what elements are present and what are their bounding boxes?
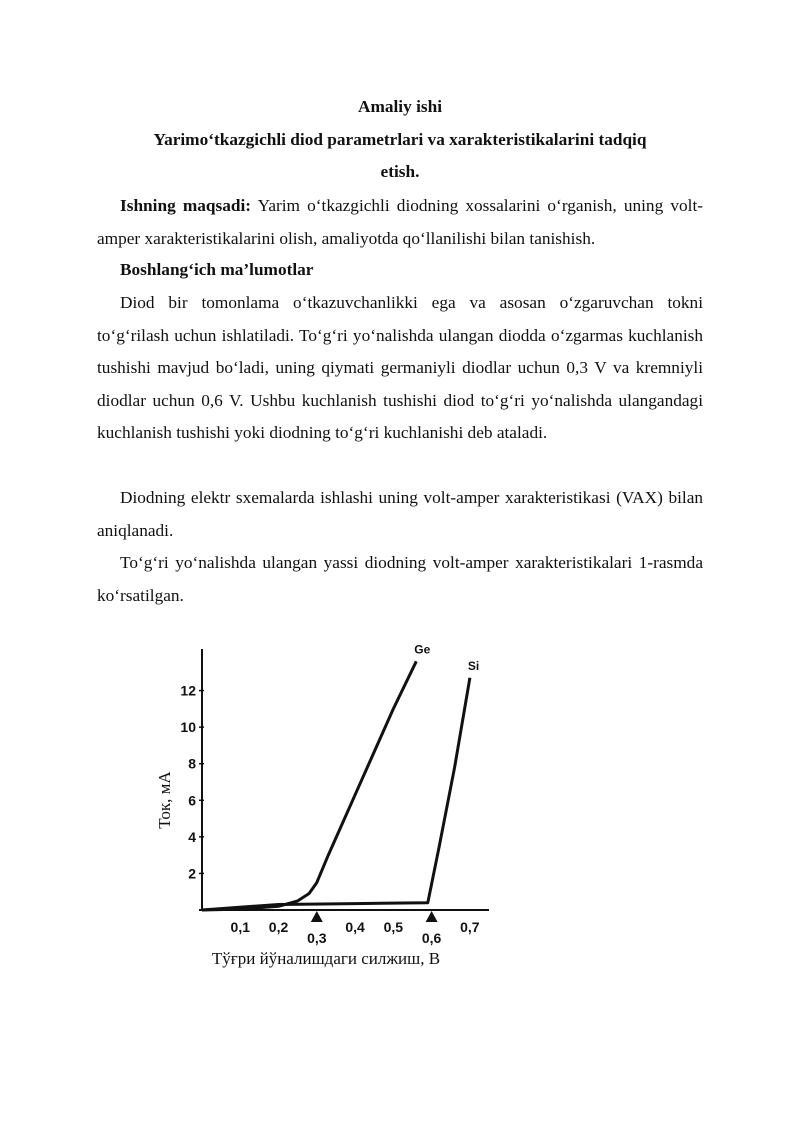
voltage-marker-label: 0,6 — [421, 930, 442, 946]
y-tick-label: 4 — [188, 828, 196, 845]
voltage-marker-triangle — [426, 911, 438, 922]
y-tick-label: 6 — [188, 792, 196, 809]
curve-label-si: Si — [467, 658, 480, 673]
section-heading: Boshlang‘ich ma’lumotlar — [120, 260, 314, 279]
paragraph-figure-reference: To‘g‘ri yo‘nalishda ulangan yassi diodning volt-amper xarakteristikalari 1-rasmda ko‘rsatilgan. — [97, 553, 703, 605]
goal-paragraph — [97, 190, 703, 255]
y-tick-label: 10 — [180, 719, 196, 736]
vax-figure — [150, 625, 520, 975]
document-subtitle-line1: Yarimo‘tkazgichli diod parametrlari va xarakteristikalarini tadqiq — [153, 130, 647, 149]
document-title: Amaliy ishi — [357, 97, 443, 116]
paragraph-vax: Diodning elektr sxemalarda ishlashi uning volt-amper xarakteristikasi (VAX) bilan aniqlanadi. — [97, 488, 703, 540]
x-tick-label: 0,4 — [345, 919, 365, 935]
curve-ge — [202, 661, 416, 910]
x-tick-label: 0,1 — [230, 919, 251, 935]
paragraph-diode-description: Diod bir tomonlama o‘tkazuvchanlikki ega va asosan o‘zgaruvchan tokni to‘g‘rilash uchun ishlatiladi. To‘g‘ri yo‘nalishda ulangan diodda o‘zgarmas kuchlanish tushishi mavjud bo‘ladi, uning qiymati germaniyli diodlar uchun 0,3 V va kremniyli diodlar uchun 0,6 V. Ushbu kuchlanish tushishi diod to‘g‘ri yo‘nalishda ulangandagi kuchlanish tushishi yoki diodning to‘g‘ri kuchlanishi deb ataladi. — [97, 293, 703, 442]
goal-label: Ishning maqsadi: — [120, 196, 252, 215]
x-tick-label: 0,2 — [268, 919, 289, 935]
voltage-marker-triangle — [311, 911, 323, 922]
voltage-marker-label: 0,3 — [307, 930, 327, 946]
y-tick-label: 12 — [180, 682, 196, 699]
y-tick-label: 2 — [188, 865, 196, 882]
x-tick-label: 0,5 — [383, 919, 404, 935]
x-tick-label: 0,7 — [460, 919, 480, 935]
y-tick-label: 8 — [188, 755, 196, 772]
document-subtitle-line2: etish. — [380, 162, 420, 181]
y-axis-label: Ток, мА — [155, 771, 174, 829]
curve-label-ge: Ge — [414, 642, 431, 657]
x-axis-label: Тўғри йўналишдаги силжиш, В — [211, 949, 441, 968]
vax-chart — [150, 625, 520, 975]
goal-text: Yarim o‘tkazgichli diodning xossalarini o‘rganish, uning volt-amper xarakteristikalarini olish, amaliyotda qo‘llanilishi bilan tanishish. — [97, 196, 703, 248]
curve-si — [202, 678, 470, 910]
